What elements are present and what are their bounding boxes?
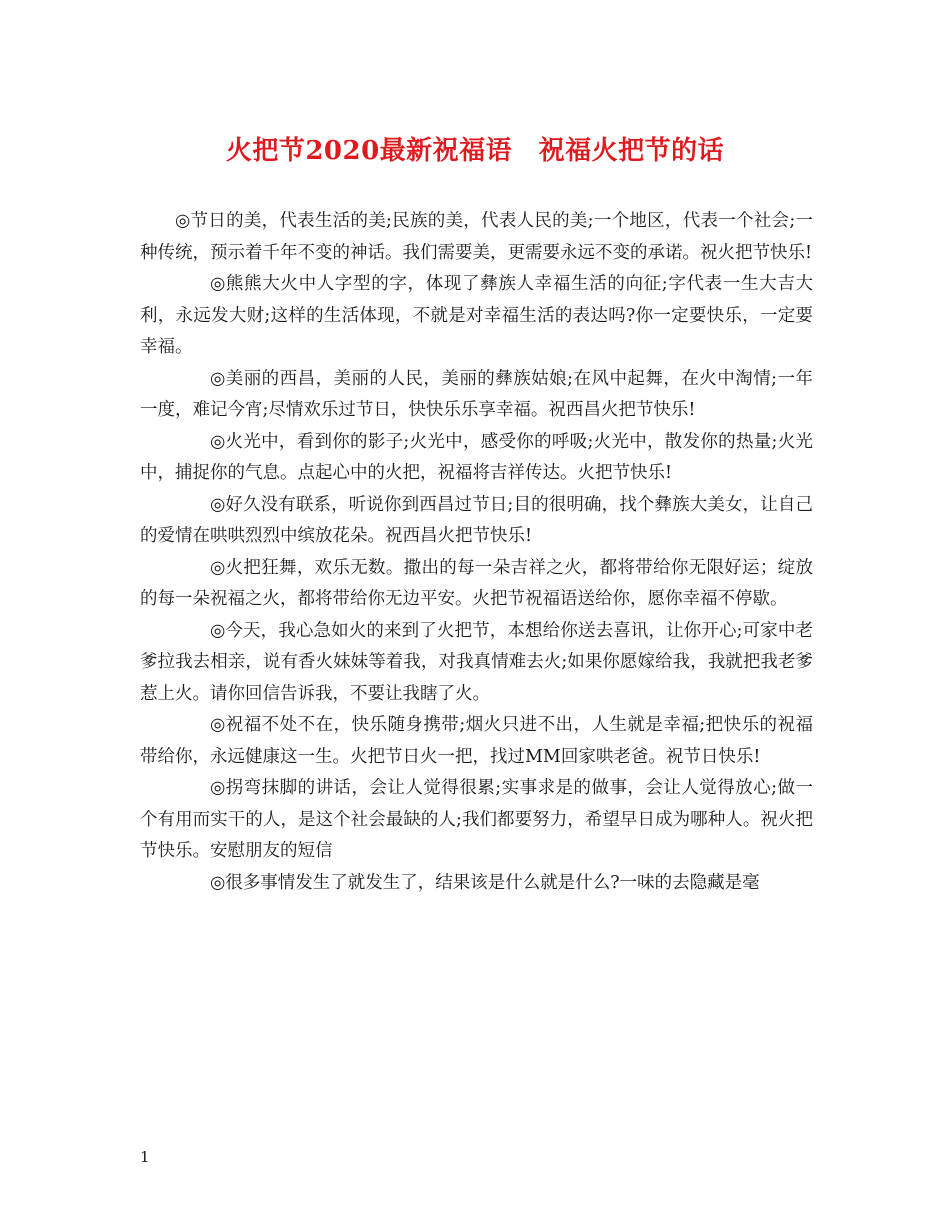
paragraph: ◎今天，我心急如火的来到了火把节，本想给你送去喜讯，让你开心;可家中老爹拉我去相亲，说有香火妹妹等着我，对我真情难去火;如果你愿嫁给我，我就把我老爹惹上火。请你回信告诉我，不要让我瞎了火。 xyxy=(140,620,813,704)
document-title: 火把节2020最新祝福语 祝福火把节的话 xyxy=(225,136,725,166)
page-number: 1 xyxy=(140,1148,150,1166)
paragraph: ◎火把狂舞，欢乐无数。撒出的每一朵吉祥之火，都将带给你无限好运；绽放的每一朵祝福之火，都将带给你无边平安。火把节祝福语送给你，愿你幸福不停歇。 xyxy=(140,557,813,609)
paragraph: ◎节日的美，代表生活的美;民族的美，代表人民的美;一个地区，代表一个社会;一种传统，预示着千年不变的神话。我们需要美，更需要永远不变的承诺。祝火把节快乐! xyxy=(140,211,813,263)
paragraph: ◎熊熊大火中人字型的字，体现了彝族人幸福生活的向征;字代表一生大吉大利，永远发大财;这样的生活体现，不就是对幸福生活的表达吗?你一定要快乐，一定要幸福。 xyxy=(140,274,813,357)
paragraph: ◎火光中，看到你的影子;火光中，感受你的呼吸;火光中，散发你的热量;火光中，捕捉你的气息。点起心中的火把，祝福将吉祥传达。火把节快乐! xyxy=(140,431,813,483)
paragraph: ◎好久没有联系，听说你到西昌过节日;目的很明确，找个彝族大美女，让自己的爱情在哄哄烈烈中缤放花朵。祝西昌火把节快乐! xyxy=(140,494,813,546)
document-body xyxy=(140,206,813,899)
paragraph: ◎美丽的西昌，美丽的人民，美丽的彝族姑娘;在风中起舞，在火中淘情;一年一度，难记今宵;尽情欢乐过节日，快快乐乐享幸福。祝西昌火把节快乐! xyxy=(140,368,813,420)
paragraph: ◎很多事情发生了就发生了，结果该是什么就是什么?一味的去隐藏是毫 xyxy=(210,872,760,893)
paragraph: ◎拐弯抹脚的讲话，会让人觉得很累;实事求是的做事，会让人觉得放心;做一个有用而实干的人，是这个社会最缺的人;我们都要努力，希望早日成为哪种人。祝火把节快乐。安慰朋友的短信 xyxy=(140,778,813,861)
paragraph: ◎祝福不处不在，快乐随身携带;烟火只进不出，人生就是幸福;把快乐的祝福带给你，永远健康这一生。火把节日火一把，找过MM回家哄老爸。祝节日快乐! xyxy=(140,715,813,767)
